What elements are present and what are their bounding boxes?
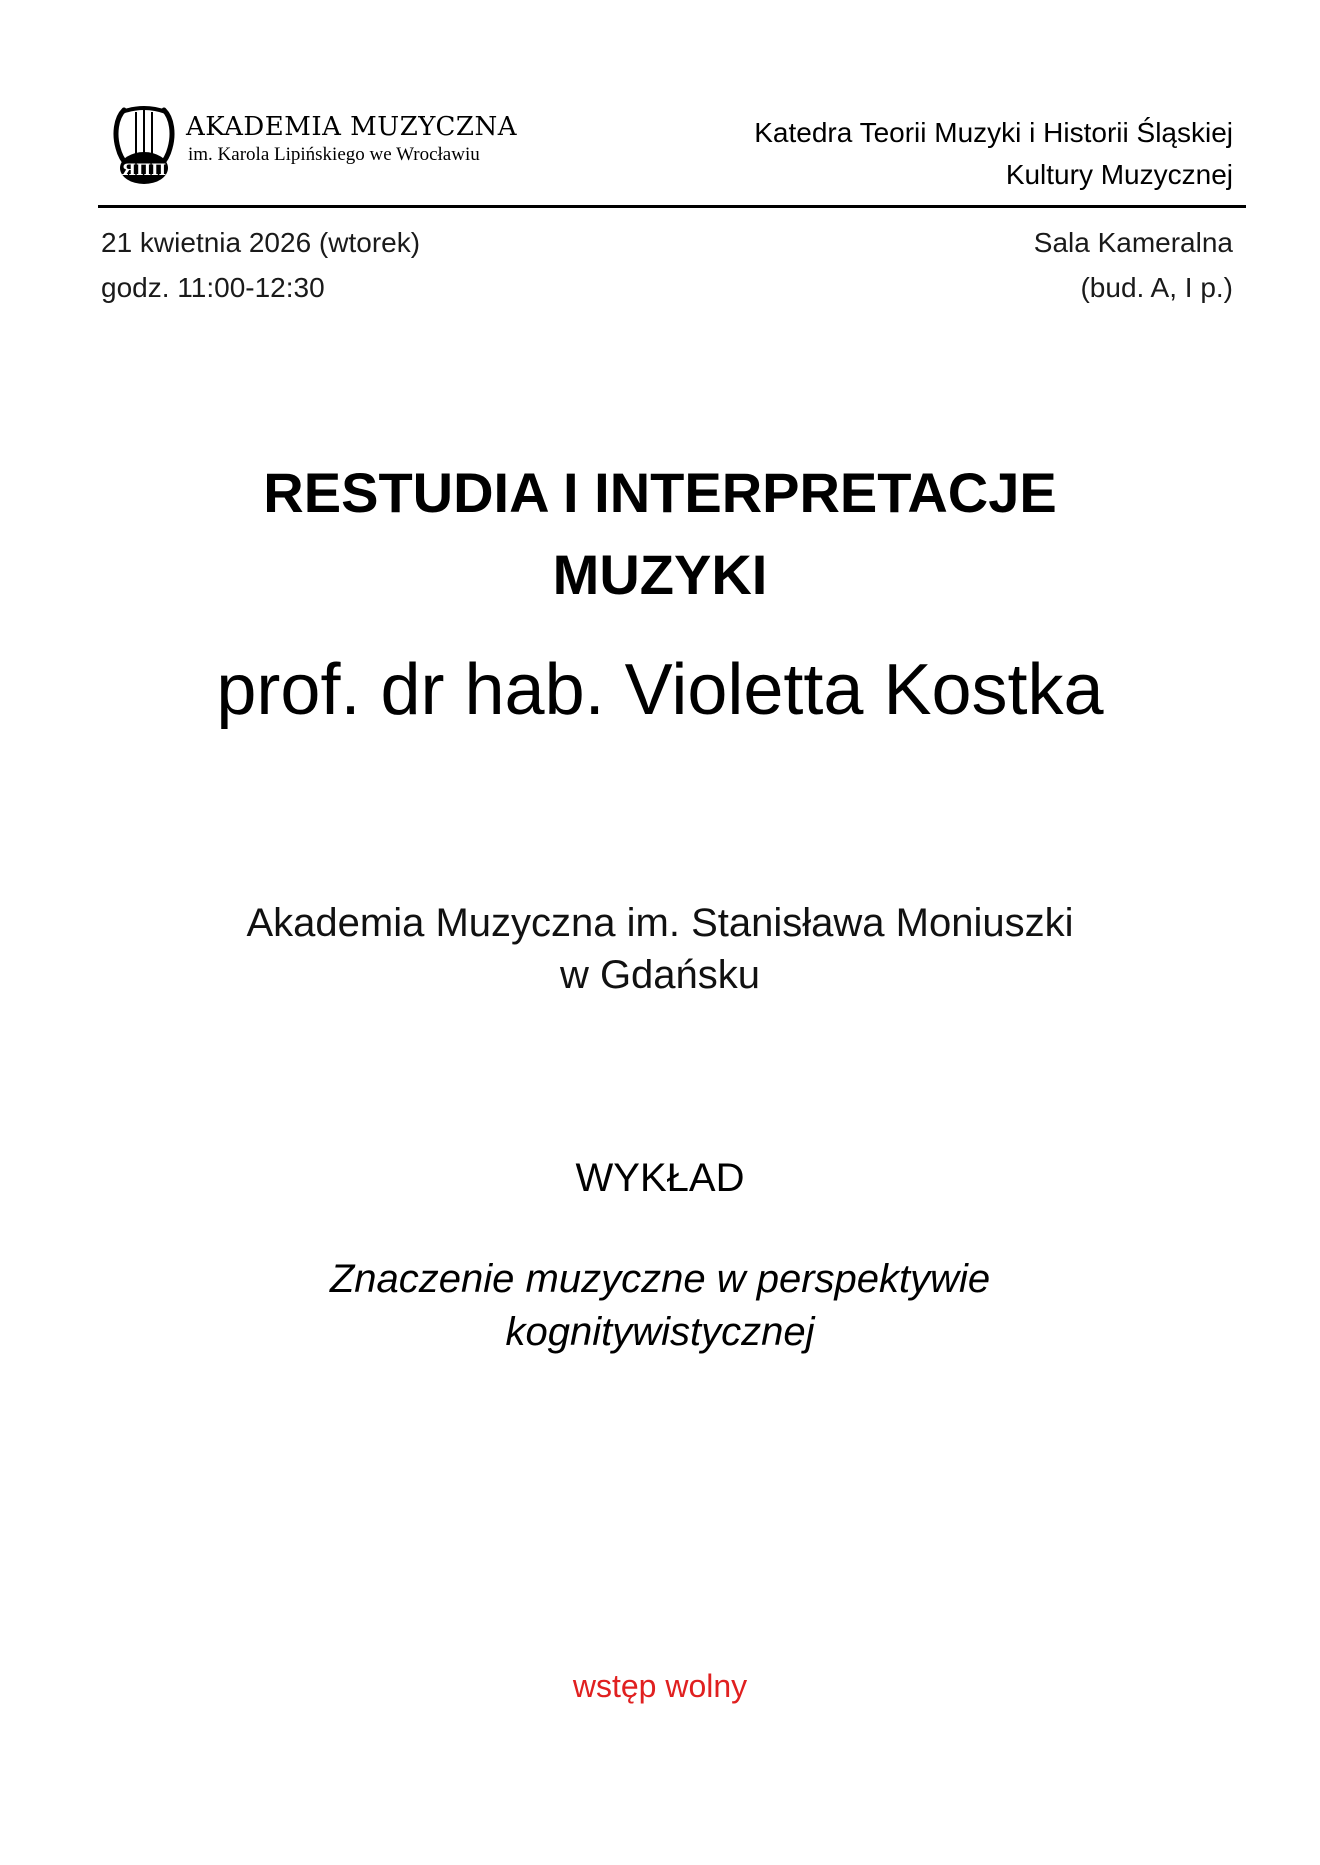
institution-subtitle: im. Karola Lipińskiego we Wrocławiu — [188, 144, 480, 165]
institution-logo-text — [186, 112, 517, 168]
event-date-time — [101, 220, 420, 310]
svg-text:ЯΠΠ: ЯΠΠ — [121, 160, 167, 179]
topic-line-1: Znaczenie muzyczne w perspektywie — [329, 1257, 991, 1301]
department-line-1: Katedra Teorii Muzyki i Historii Śląskiej — [754, 117, 1233, 148]
event-venue — [1034, 220, 1233, 310]
speaker-name: prof. dr hab. Violetta Kostka — [216, 650, 1104, 730]
series-title-line-2: MUZYKI — [552, 543, 768, 606]
series-title-line-1: RESTUDIA I INTERPRETACJE — [263, 461, 1057, 524]
venue-name: Sala Kameralna — [1033, 227, 1233, 258]
department-name — [754, 112, 1233, 196]
speaker-affiliation — [0, 897, 1320, 1001]
lecture-topic — [0, 1253, 1320, 1359]
venue-detail: (bud. A, I p.) — [1080, 272, 1233, 303]
event-date: 21 kwietnia 2026 (wtorek) — [101, 227, 421, 258]
topic-line-2: kognitywistycznej — [505, 1310, 815, 1354]
event-type: WYKŁAD — [575, 1156, 745, 1200]
department-line-2: Kultury Muzycznej — [1005, 159, 1233, 190]
event-time: godz. 11:00-12:30 — [101, 272, 325, 303]
entry-note: wstęp wolny — [572, 1668, 748, 1704]
header-divider — [98, 205, 1246, 208]
series-title — [0, 452, 1320, 616]
affiliation-line-2: w Gdańsku — [559, 953, 761, 997]
lyre-icon — [110, 104, 178, 186]
institution-name: AKADEMIA MUZYCZNA — [186, 112, 517, 142]
affiliation-line-1: Akademia Muzyczna im. Stanisława Moniuszki — [246, 901, 1074, 945]
